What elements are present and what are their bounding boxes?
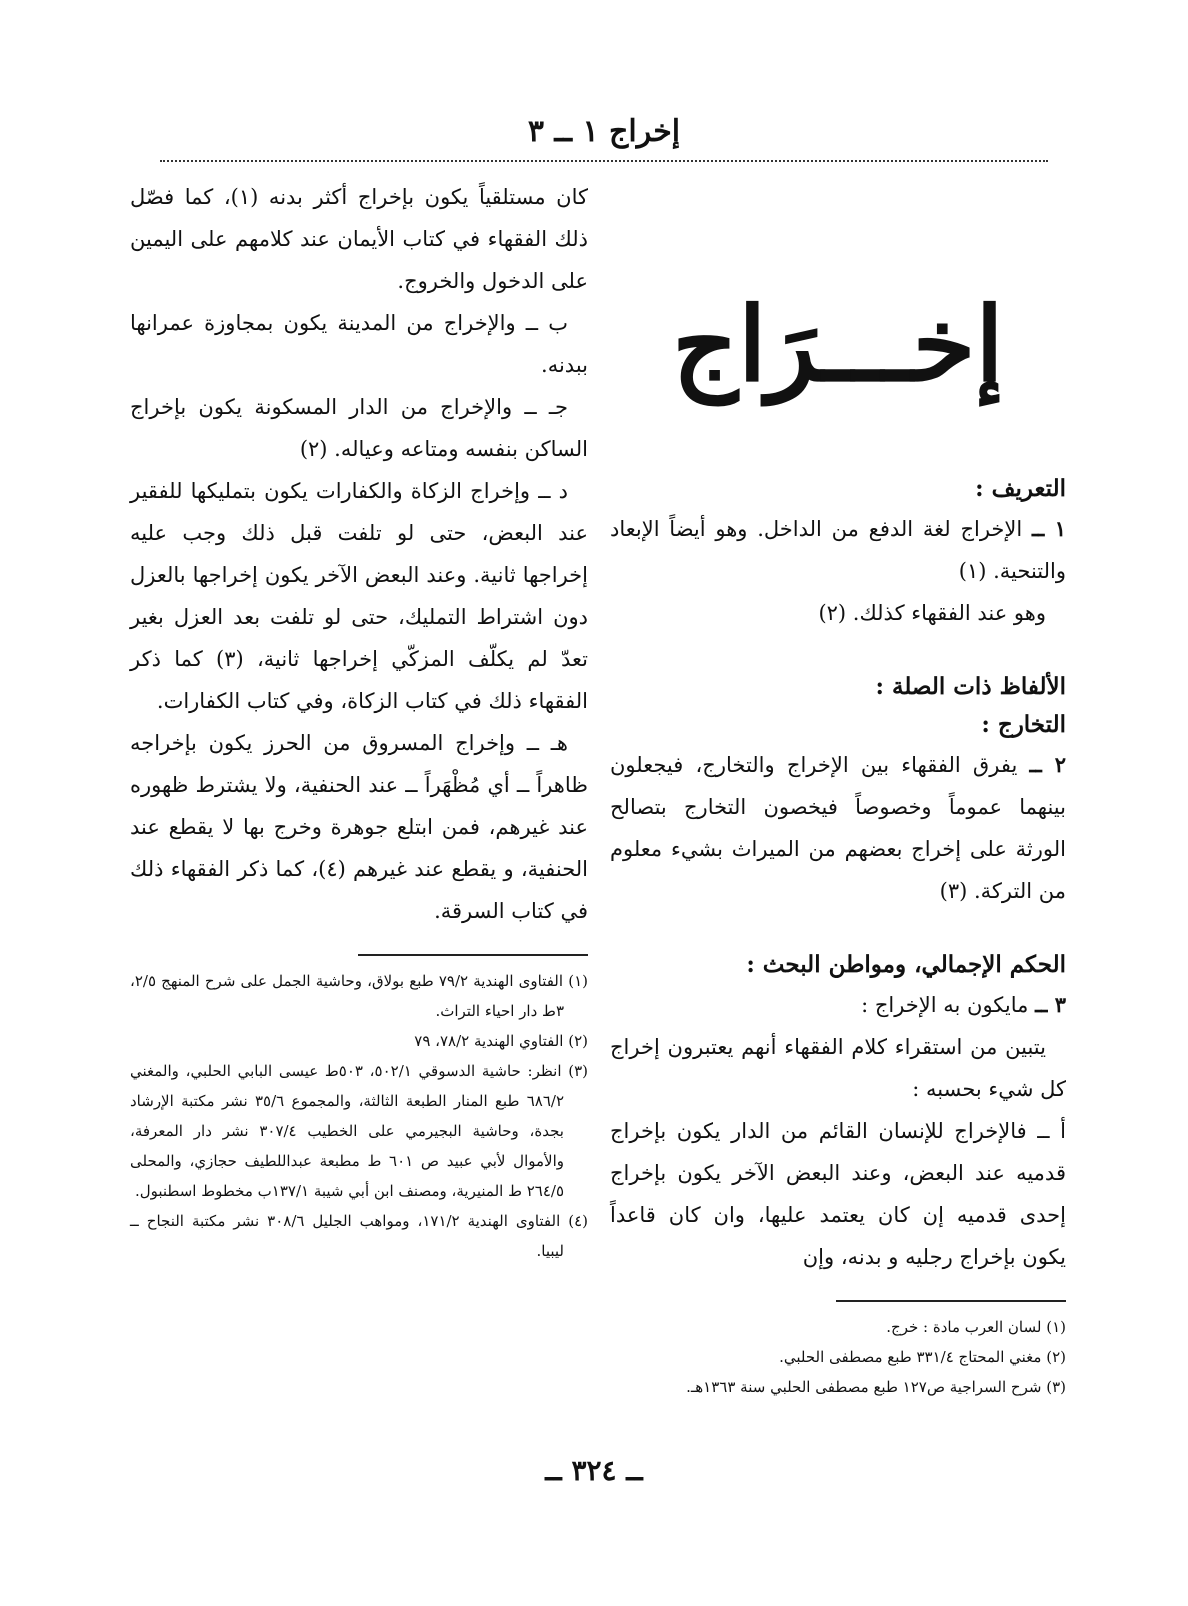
paragraph-3: يتبين من استقراء كلام الفقهاء أنهم يعتبرون إخراج كل شيء بحسبه : (610, 1035, 1066, 1101)
paragraph-1 (610, 508, 1066, 592)
footnote: (٣) انظر: حاشية الدسوقي ٥٠٢/١، ٥٠٣ط عيسى البابي الحلبي، والمغني ٦٨٦/٢ طبع المنار الطبعة الثالثة، والمجموع ٣٥/٦ نشر مكتبة الإرشاد بجدة، وحاشية البجيرمي على الخطيب ٣٠٧/٤ نشر دار المعرفة، والأموال لأبي عبيد ص ٦٠١ ط مطبعة عبداللطيف حجازي، والمحلى ٢٦٤/٥ ط المنيرية، ومصنف ابن أبي شيبة ١٣٧/١ب مخطوط اسطنبول. (130, 1062, 589, 1200)
footnote: (٢) الفتاوي الهندية ٧٨/٢، ٧٩ (414, 1032, 588, 1050)
left-column (130, 176, 588, 1266)
right-column (610, 180, 1066, 1402)
footnote: (١) لسان العرب مادة : خرج. (886, 1318, 1066, 1336)
paragraph-text: الإخراج لغة الدفع من الداخل. وهو أيضاً الإبعاد والتنحية. (١) (610, 517, 1066, 583)
footnote: (٢) مغني المحتاج ٣٣١/٤ طبع مصطفى الحلبي. (779, 1348, 1066, 1366)
page-number: ــ ٣٢٤ ــ (545, 1454, 643, 1487)
paragraph-d: د ــ وإخراج الزكاة والكفارات يكون بتمليكها للفقير عند البعض، حتى لو تلفت قبل ذلك وجب عليه إخراجها ثانية. وعند البعض الآخر يكون إخراجها بالعزل دون اشتراط التمليك، حتى لو تلفت بعد العزل بغير تعدّ لم يكلّف المزكّي إخراجها ثانية، (٣) كما ذكر الفقهاء ذلك في كتاب الزكاة، وفي كتاب الكفارات. (130, 479, 588, 713)
paragraph-subtitle: مايكون به الإخراج : (861, 993, 1029, 1017)
paragraph-3-title (610, 984, 1066, 1026)
paragraph-h: هـ ــ وإخراج المسروق من الحرز يكون بإخراجه ظاهراً ــ أي مُظْهَراً ــ عند الحنفية، ولا يشترط ظهوره عند غيرهم، فمن ابتلع جوهرة وخرج بها لا يقطع عند الحنفية، و يقطع عند غيرهم (٤)، كما ذكر الفقهاء ذلك في كتاب السرقة. (130, 731, 588, 923)
paragraph-2 (610, 744, 1066, 912)
paragraph-number: ٢ ــ (1029, 752, 1066, 777)
paragraph-3a: أ ــ فالإخراج للإنسان القائم من الدار يكون بإخراج قدميه عند البعض، وعند البعض الآخر يكون بإخراج إحدى قدميه إن كان يعتمد عليها، وان كان قاعداً يكون بإخراج رجليه و بدنه، وإن (610, 1119, 1066, 1269)
footnote: (٣) شرح السراجية ص١٢٧ طبع مصطفى الحلبي سنة ١٣٦٣هـ. (686, 1378, 1066, 1396)
related-terms-heading: الألفاظ ذات الصلة : (875, 673, 1066, 700)
paragraph-number: ١ ــ (1032, 516, 1066, 541)
running-header: إخراج ١ ــ ٣ (527, 114, 681, 149)
takharuj-heading: التخارج : (981, 711, 1066, 738)
header-dotted-rule (160, 160, 1048, 162)
footnote: (٤) الفتاوى الهندية ١٧١/٢، ومواهب الجليل ٣٠٨/٦ نشر مكتبة النجاح ــ ليبيا. (130, 1212, 588, 1260)
paragraph-continued: كان مستلقياً يكون بإخراج أكثر بدنه (١)، كما فصّل ذلك الفقهاء في كتاب الأيمان عند كلامهم على اليمين على الدخول والخروج. (130, 185, 588, 293)
ruling-heading: الحكم الإجمالي، ومواطن البحث : (746, 951, 1066, 978)
paragraph-number: ٣ ــ (1035, 992, 1066, 1017)
footnote-rule (836, 1300, 1066, 1302)
entry-title: إخـــرَاج (672, 285, 1004, 405)
paragraph-b: ب ــ والإخراج من المدينة يكون بمجاوزة عمرانها ببدنه. (130, 311, 588, 377)
footnote-rule (358, 954, 588, 956)
paragraph-j: جـ ــ والإخراج من الدار المسكونة يكون بإخراج الساكن بنفسه ومتاعه وعياله. (٢) (130, 395, 588, 461)
definition-heading: التعريف : (975, 475, 1066, 502)
paragraph-1b: وهو عند الفقهاء كذلك. (٢) (818, 601, 1046, 625)
footnote: (١) الفتاوى الهندية ٧٩/٢ طبع بولاق، وحاشية الجمل على شرح المنهج ٢/٥، ٣ط دار احياء التراث. (130, 972, 588, 1020)
paragraph-text: يفرق الفقهاء بين الإخراج والتخارج، فيجعلون بينهما عموماً وخصوصاً فيخصون التخارج بتصالح الورثة على إخراج بعضهم من الميراث بشيء معلوم من التركة. (٣) (610, 753, 1066, 903)
